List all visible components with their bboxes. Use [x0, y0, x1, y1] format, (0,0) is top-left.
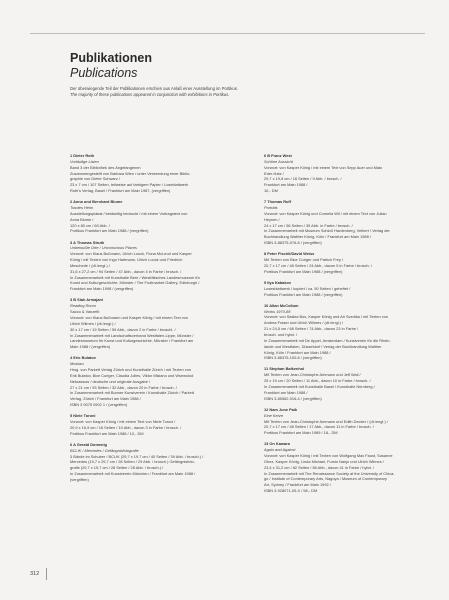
publication-entry	[70, 153, 240, 194]
publication-list-left	[70, 153, 240, 488]
publication-detail-line: ISBN 3-85562-016-4 / (vergriffen)	[264, 395, 322, 401]
publication-detail-line: Main 1988 / (vergriffen)	[70, 344, 111, 350]
publication-heading: 4 Eric Bulatov	[70, 355, 96, 361]
publication-detail-line: Art, Sydney / Frankfurt am Main 1992 /	[264, 482, 331, 488]
publication-detail-line: Zusammengestellt von Barbara Wien / unter Verwendung einer Biblio-	[70, 170, 191, 176]
publication-entry	[70, 297, 240, 350]
publication-detail-line: In Zusammenarbeit mit Kunstverein München / Frankfurt am Main 1988 /	[70, 471, 196, 477]
publication-detail-line: 23,4 x 31,2 cm / 82 Seiten / 85 Abb., davon 41 in Farbe / hybd. /	[264, 464, 375, 470]
publication-detail-line: In Zusammenarbeit mit Landschaftsverband Westfalen-Lippe, Münster /	[70, 332, 194, 338]
publication-detail-line: 24 x 17 cm / 56 Seiten / 39 Abb. in Farbe / brosch. /	[264, 222, 353, 228]
publication-detail-line: In Zusammenarbeit mit The Renaissance Society at the University of Chica-	[264, 470, 395, 476]
publication-detail-line: Nekrassow / deutsche und originale Ausgabe /	[70, 378, 151, 384]
publication-detail-line: 20,7 x 17 cm / 48 Seiten / 17 Abb., davon 11 in Farbe / brosch. /	[264, 424, 374, 430]
intro-english: The majority of these publications appeared in conjunction with exhibitions in Portikus.	[70, 92, 230, 98]
publication-detail-line: 29,7 x 19,8 cm / 16 Seiten / 9 Abb. / brosch. /	[264, 176, 342, 182]
publication-detail-line: Vorwort: von Klaus Bußmann und Kasper König / mit einem Text von	[70, 314, 189, 320]
publication-detail-line: brosch. und hybd. /	[264, 331, 298, 337]
publication-heading: 13 On Kawara	[264, 441, 290, 447]
publication-detail-line: Vorwort: von Kasper König und Cornelia Wil / mit einem Text von Julian	[264, 210, 387, 216]
publication-heading: 3 B Siah Armajani	[70, 297, 103, 303]
publication-detail-line: Portikus Frankfurt am Main 1988 / (vergriffen)	[264, 268, 343, 274]
publication-detail-line: lande und Westfalen, Düsseldorf / Verlag der Buchhandlung Walther	[264, 343, 382, 349]
publication-detail-line: grafie (29,7 x 19,7 cm / 28 Seiten / 28 Abb. / brosch.) /	[70, 465, 164, 471]
publication-detail-line: 27 x 21 cm / 93 Seiten / 32 Abb., davon 20 in Farbe / brosch. /	[70, 384, 177, 390]
publication-detail-line: graphie von Dieter Schwarz /	[70, 176, 120, 182]
publication-detail-line: ISBN 3 9075 0902 1 / (vergriffen)	[70, 402, 128, 408]
publication-entry	[70, 240, 240, 293]
publication-heading: 6 B Franz West	[264, 153, 292, 158]
publication-detail-line: Portikus Frankfurt am Main 1988 / (vergriffen)	[70, 228, 149, 234]
publication-detail-line: König, Köln / Frankfurt am Main 1988 /	[264, 349, 331, 355]
page-number: 312	[30, 571, 40, 577]
publication-detail-line: Eder-Hatz /	[264, 170, 284, 176]
publication-detail-line: Frankfurt am Main 1998 / (vergriffen)	[70, 286, 134, 292]
publication-title: Reading Room	[70, 303, 96, 309]
publication-entry	[264, 280, 434, 298]
publication-detail-line: Losesblattwerk / kopiert / ca. 50 Seiten / geheftet /	[264, 285, 351, 291]
publication-detail-line: 25 x 19 cm / 20 Seiten / 11 Abb., davon 10 in Farbe / brosch. /	[264, 378, 371, 384]
publication-heading: 5 Niele Toroni	[70, 413, 96, 419]
publication-heading: 1 Dieter Roth	[70, 153, 95, 158]
publication-detail-line: 31,6 x 27,2 cm / 94 Seiten / 47 Abb., davon 4 in Farbe / brosch. /	[70, 268, 182, 274]
publication-heading: 7 Thomas Ruff	[264, 199, 292, 205]
publication-detail-line: Ulrich Wilmes / (dt./engl.) /	[70, 320, 116, 326]
page-number-divider	[46, 568, 47, 580]
publication-title: Trautes Heim	[70, 205, 94, 211]
publication-detail-line: 21 x 24,5 cm / 68 Seiten / 74 Abb., davon 23 in Farbe /	[264, 326, 359, 332]
publication-detail-line: Erik Bulatov, Bice Curiger, Claudia Jolles, Viktor Misiano und Wsewolod	[70, 372, 194, 378]
publication-detail-line: Vorwort: von Kasper König / mit einem Text von Niele Toroni /	[70, 419, 176, 425]
publication-title: Vorläufige Listen	[70, 158, 99, 164]
publication-heading: 11 Stephan Balkenhol	[264, 366, 305, 372]
publication-title: Works 1970-88	[264, 308, 291, 314]
publication-entry	[264, 366, 434, 401]
publication-entry	[70, 442, 240, 483]
publication-detail-line: Andrea Fraser und Ulrich Wilmes / (dt./engl.) /	[264, 320, 344, 326]
publication-title: Eine Kerze	[264, 412, 284, 418]
publication-detail-line: Verlag, Zürich / Frankfurt am Main 1988 /	[70, 396, 141, 402]
publication-detail-line: Mercedes (19,7 x 29,7 cm / 28 Seiten / 29 Abb. / brosch.) Gefängnisfoto-	[70, 459, 195, 465]
publication-entry	[264, 199, 434, 246]
publication-heading: 9 Ilya Kabakov	[264, 279, 292, 285]
publication-detail-line: Kunst und Kulturgeschichte, Münster / The Fruitmarket Gallery, Edinburgh /	[70, 280, 200, 286]
page-title: Publikationen	[70, 51, 152, 65]
publication-detail-line: Mit Texten von Jean-Christophe Ammann und Edith Decker / (dt./engl.) /	[264, 418, 388, 424]
publication-entry	[70, 355, 240, 408]
publication-heading: 3 A Thomas Struth	[70, 239, 105, 245]
publication-heading: 6 A Gerald Domenig	[70, 441, 107, 447]
publication-detail-line: Hrsg. von Parkett Verlag Zürich und Kunsthalle Zürich / mit Texten von	[70, 367, 192, 373]
publication-detail-line: 20,9 x 16,9 cm / 16 Seiten / 10 Abb., davon 3 in Farbe / brosch. /	[70, 424, 182, 430]
intro-german: Der überwiegende Teil der Publikationen erschien aus Anlaß einer Ausstellung im Portikus.	[70, 86, 238, 91]
publication-detail-line: 30 x 17 cm / 19 Seiten / 59 Abb., davon 2 in Farbe / broschl. /	[70, 326, 176, 332]
publication-detail-line: Portikus Frankfurt am Main 1988 / 10,- DM	[70, 430, 144, 436]
publication-detail-line: Vorwort: von Saskia Bos, Kasper König und Ari Svedika / mit Texten von	[264, 314, 389, 320]
publication-title: Moskau	[70, 361, 84, 367]
publication-detail-line: Frankfurt am Main 1988 /	[264, 182, 308, 188]
publication-entry	[264, 153, 434, 194]
top-rule	[30, 33, 425, 34]
publication-detail-line: ISBN 3-928071-05-X / 58,- DM	[264, 488, 318, 494]
publication-heading: 10 Allan McCollum	[264, 302, 299, 308]
publication-detail-line: 10,- DM	[264, 188, 278, 194]
publication-detail-line: 120 x 80 cm / 60 Abb. /	[70, 222, 110, 228]
publication-detail-line: Portikus Frankfurt am Main 1988 / (vergriffen)	[264, 291, 343, 297]
intro-text	[70, 86, 430, 98]
publication-detail-line: Heynen /	[264, 216, 280, 222]
publication-detail-line: Roth's Verlag, Basel / Frankfurt am Main 1987, (vergriffen)	[70, 188, 171, 194]
publication-detail-line: ISBN 3-88375-076-6 / (vergriffen)	[264, 240, 322, 246]
publication-entry	[70, 413, 240, 436]
publication-entry	[264, 407, 434, 436]
publication-detail-line: ISBN 3-88375-100-6 / (vergriffen)	[264, 355, 322, 361]
publication-detail-line: In Zusammenarbeit mit Kunsthalle Bern / Westfälisches Landesmuseum für	[70, 274, 200, 280]
publication-detail-line: Mit Texten von Jean-Christophe Ammann und Jeff Wall /	[264, 372, 361, 378]
publication-detail-line: In Zusammenarbeit mit Kunsthalle Basel / Kunsthalle Nürnberg /	[264, 384, 375, 390]
publication-detail-line: In Zusammenarbeit mit De Appel, Amsterdam / Kunstverein für die Rhein-	[264, 337, 391, 343]
publication-detail-line: Vorwort: von Klaus Bußmann, Ulrich Loock, Fiona McLeod und Kasper	[70, 251, 192, 257]
publication-detail-line: Vorwort: von Kasper König / mit Texten von Wolfgang Max Faust, Susanne	[264, 453, 393, 459]
publication-detail-line: In Zusammenarbeit mit Museum Schloß Hardenberg, Velbert / Verlag der	[264, 228, 390, 234]
publication-heading: 2 Anna und Bernhard Blume	[70, 199, 123, 205]
publication-detail-line: Landesmuseum für Kunst und Kulturgeschichte, Münster / Frankfurt am	[70, 338, 194, 344]
publication-detail-line: Band 3 der Bibliothek des Angefangenen	[70, 164, 141, 170]
publication-entry	[264, 303, 434, 361]
page-title-english: Publications	[70, 66, 138, 80]
publication-title: Unbewußte Orte / Unconscious Places	[70, 245, 137, 251]
publication-entry	[264, 251, 434, 274]
publication-detail-line: Ausstellungsplakat / beidseitig bedruckt / mit einem Vortragstext von	[70, 210, 188, 216]
publication-detail-line: 20,7 x 17 cm / 48 Seiten / 24 Abb., davon 5 in Farbe / brosch. /	[264, 262, 372, 268]
publication-list-right	[264, 153, 434, 499]
publication-detail-line: (vergriffen)	[70, 476, 89, 482]
publication-detail-line: Buchhandlung Walther König, Köln / Frankfurt am Main 1988 /	[264, 234, 371, 240]
publication-entry	[264, 441, 434, 494]
publication-detail-line: go / Institute of Contemporary Arts, Nagoya / Museum of Contemporary	[264, 476, 387, 482]
publication-heading: 8 Peter Fischli/David Weiss	[264, 251, 315, 257]
publication-detail-line: Meschede / (dt./engl.) /	[70, 262, 110, 268]
publication-detail-line: Frankfurt am Main 1988 /	[264, 389, 308, 395]
publication-heading: 12 Nam June Paik	[264, 406, 298, 412]
publication-detail-line: Sacco & Vanzetti	[70, 309, 100, 315]
publication-title: Schöne Aussicht	[264, 158, 293, 164]
publication-detail-line: Ghez, Kasper König, Linda Michael, Fumio Nanjo und Ulrich Wilmes /	[264, 458, 384, 464]
publication-detail-line: 23 x 7 cm / 107 Seiten, teilweise auf farbigem Papier / Loseblattwerk	[70, 182, 189, 188]
publication-detail-line: In Zusammenarbeit mit Bonner Kunstverein / Kunsthalle Zürich / Parkett	[70, 390, 194, 396]
publication-detail-line: Anna Blume /	[70, 216, 94, 222]
publication-title: Again and Against	[264, 447, 296, 453]
publication-detail-line: König / mit Texten von Ingo Hartmann, Ulrich Loock und Friedrich	[70, 257, 183, 263]
publication-detail-line: Vorwort: von Kasper König / mit einem Text von Sepp Auer und Mato	[264, 164, 383, 170]
publication-title: Porträts	[264, 205, 278, 211]
publication-detail-line: Mit Texten von Bice Curiger und Patrick Frey /	[264, 257, 344, 263]
publication-detail-line: Portikus Frankfurt am Main 1989 / 18,- DM	[264, 430, 338, 436]
publication-title: BCLIK / Mercedes / Gefängnisfotografie	[70, 447, 139, 453]
publication-entry	[70, 199, 240, 234]
publication-detail-line: 3 Bände im Schuber / BCLIK (29,7 x 19,7 cm / 40 Seiten / 39 Abb. / brosch.) /	[70, 453, 204, 459]
